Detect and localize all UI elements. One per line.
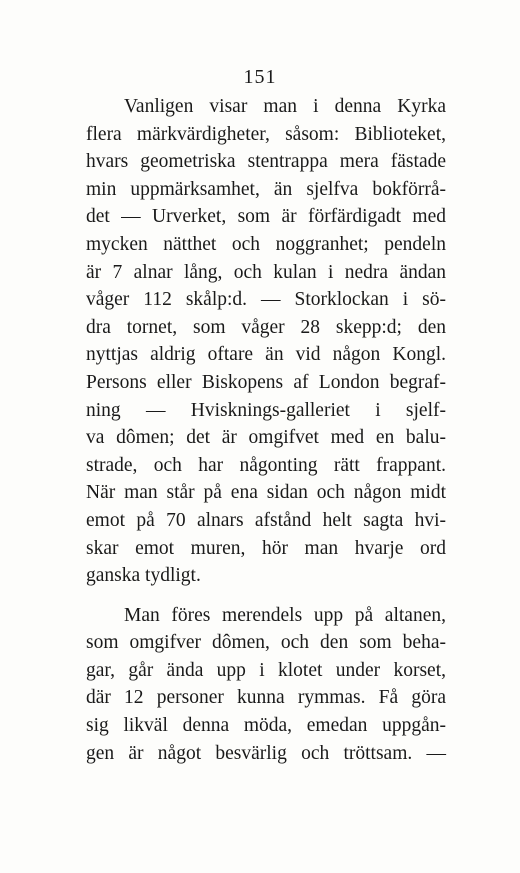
text-line: strade, och har någonting rätt frappant. [86,454,446,476]
text-line: Man föres merendels upp på altanen, [124,604,446,626]
text-line: Persons eller Biskopens af London begraf- [86,371,446,393]
text-line: mycken nätthet och noggranhet; pendeln [86,233,446,255]
text-line: min uppmärksamhet, än sjelfva bokförrå- [86,178,446,200]
text-line: Vanligen visar man i denna Kyrka [124,96,446,117]
text-line: våger 112 skålp:d. — Storklockan i sö- [86,289,446,311]
text-line: skar emot muren, hör man hvarje ord [86,537,446,559]
paragraph [86,93,446,590]
text-line: hvars geometriska stentrappa mera fästade [86,151,446,173]
page-number: 151 [243,66,277,88]
text-line: ning — Hvisknings-galleriet i sjelf- [86,399,446,421]
paragraph-gap [86,590,446,602]
text-line: emot på 70 alnars afstånd helt sagta hvi- [86,509,446,531]
text-line: flera märkvärdigheter, såsom: Biblioteket, [86,123,446,145]
text-line: gen är något besvärlig och tröttsam. — [86,742,446,764]
text-line: sig likväl denna möda, emedan uppgån- [86,715,446,737]
paragraph [86,602,446,768]
text-line: ganska tydligt. [86,565,201,587]
text-line: dra tornet, som våger 28 skepp:d; den [86,316,446,338]
text-line: nyttjas aldrig oftare än vid någon Kongl. [86,344,446,366]
body-text [86,93,446,767]
text-line: gar, går ända upp i klotet under korset, [86,659,446,681]
text-line: det — Urverket, som är förfärdigadt med [86,206,446,228]
text-line: där 12 personer kunna rymmas. Få göra [86,687,446,709]
text-line: va dômen; det är omgifvet med en balu- [86,427,446,449]
text-line: är 7 alnar lång, och kulan i nedra ändan [86,261,446,283]
text-line: som omgifver dômen, och den som beha- [86,632,446,654]
text-line: När man står på ena sidan och någon midt [86,482,446,504]
